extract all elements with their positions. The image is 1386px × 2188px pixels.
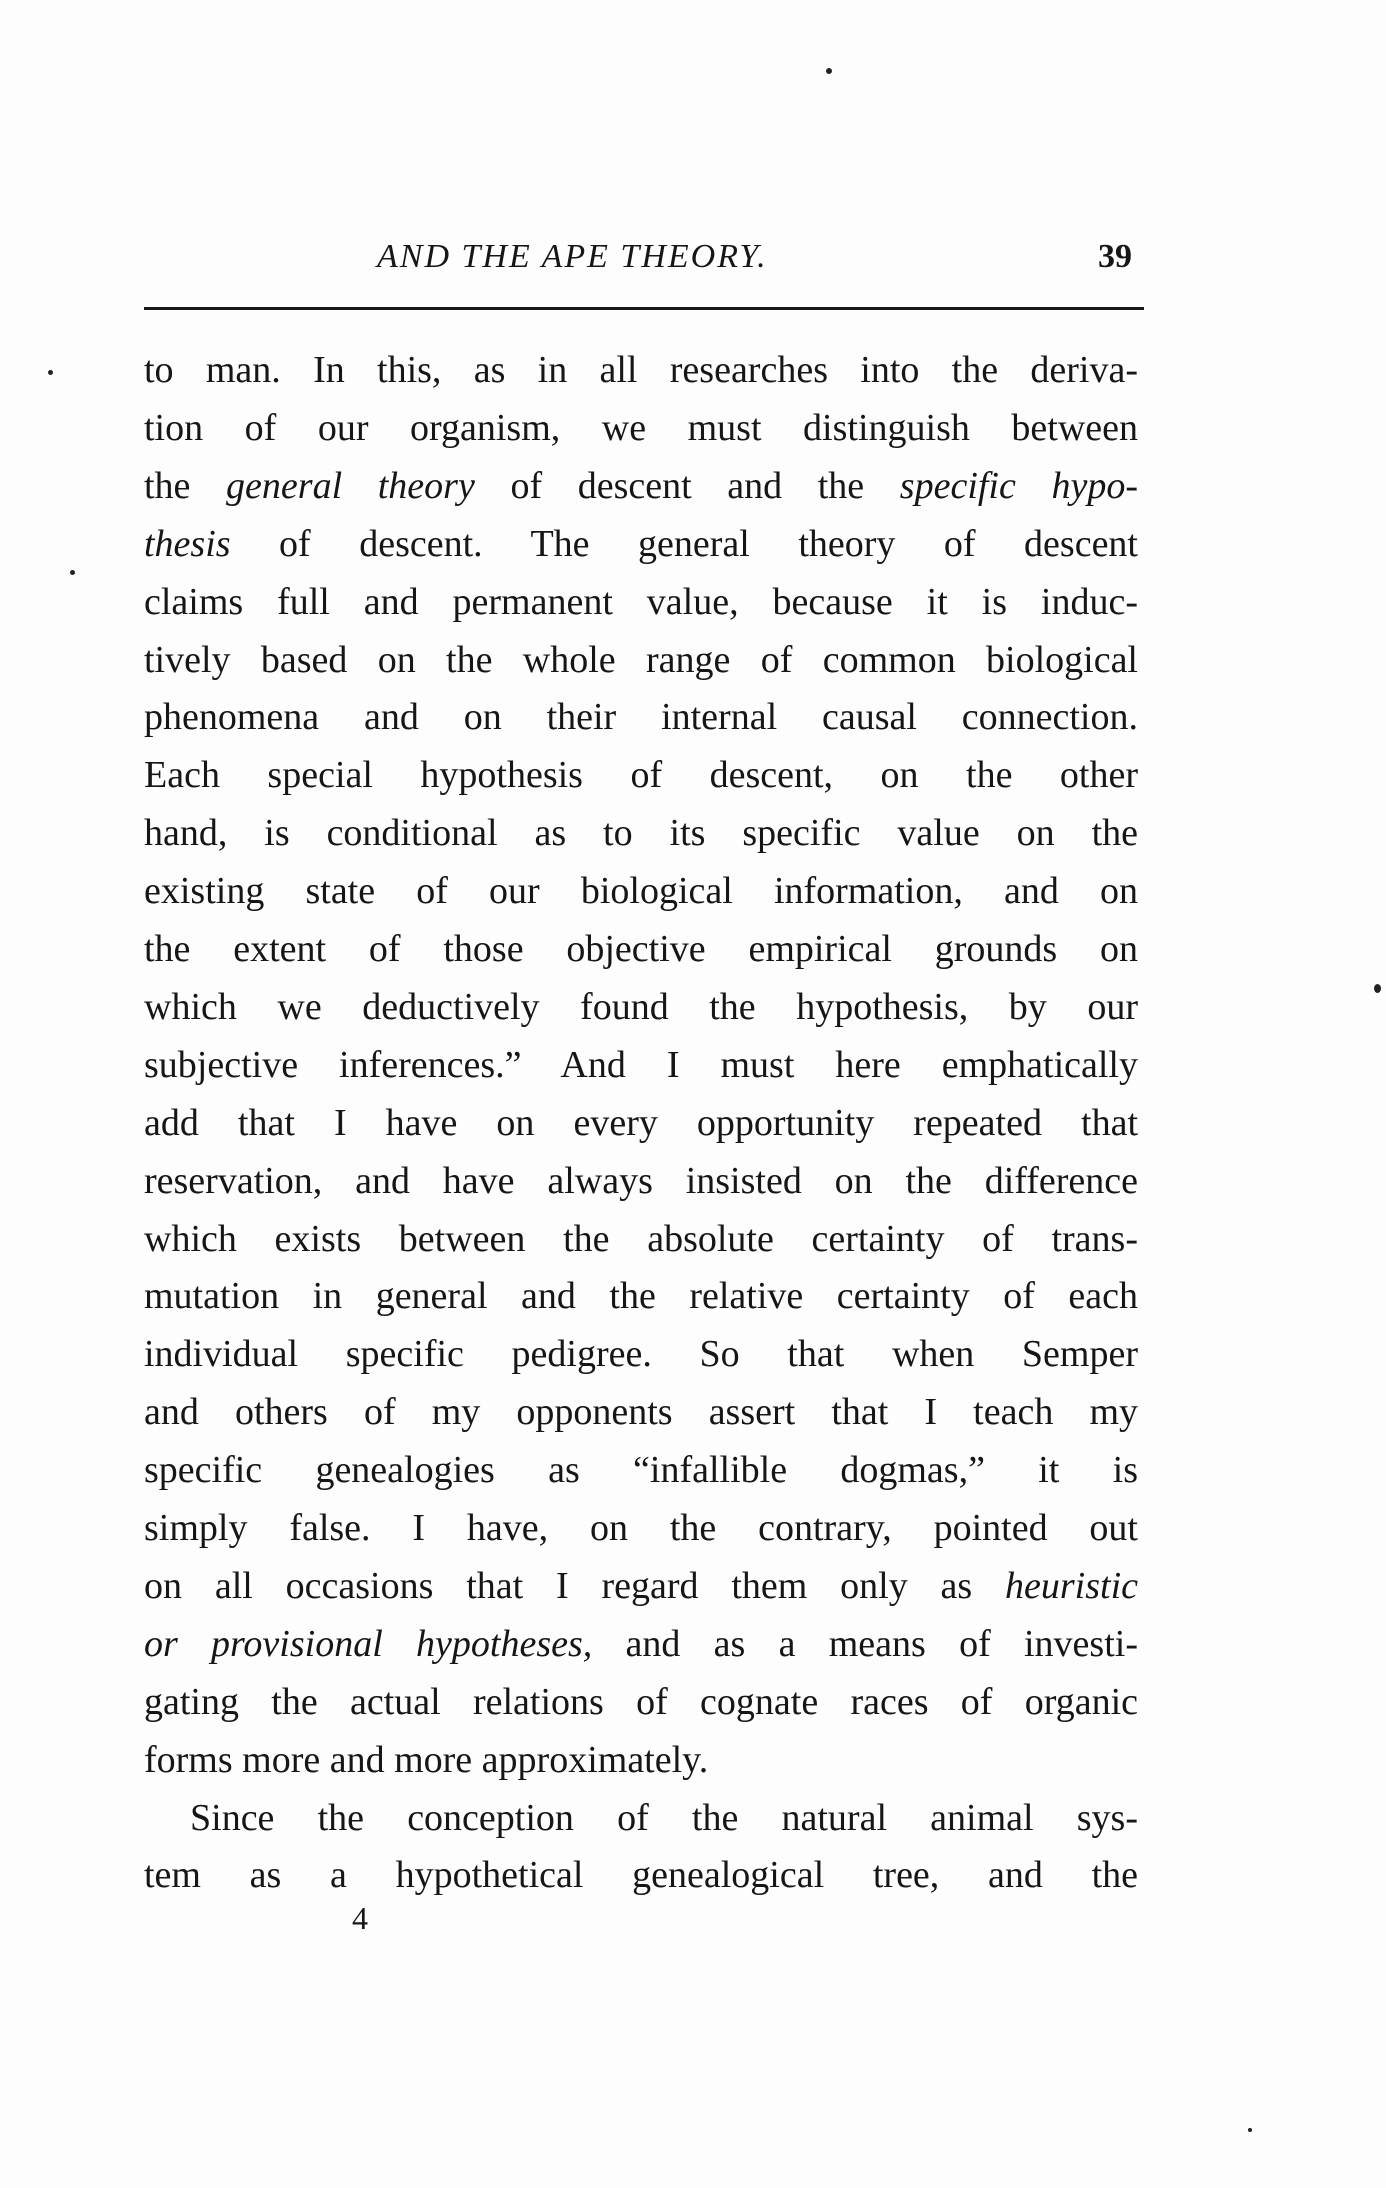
text-segment: the extent of those objective empirical grounds on: [144, 928, 1138, 970]
text-line: [144, 1216, 1138, 1262]
text-segment: add that I have on every opportunity repeated that: [144, 1101, 1138, 1144]
text-line: [144, 1100, 1138, 1146]
text-segment: tem as a hypothetical genealogical tree, and the: [144, 1854, 1138, 1897]
text-segment: simply false. I have, on the contrary, pointed out: [144, 1507, 1138, 1549]
text-line: [144, 810, 1138, 856]
text-line: [144, 1737, 1138, 1783]
text-segment: the: [144, 464, 227, 507]
text-line: [144, 1273, 1138, 1319]
text-line: [144, 637, 1138, 683]
text-segment: Each special hypothesis of descent, on the other: [144, 754, 1138, 797]
text-segment: subjective inferences.” And I must here emphatically: [144, 1043, 1138, 1086]
text-line: [144, 405, 1138, 451]
italic-text: thesis: [144, 522, 231, 565]
text-segment: individual specific pedigree. So that when Semper: [144, 1333, 1138, 1376]
text-line: [144, 1563, 1138, 1609]
print-speck: [70, 570, 75, 575]
page-number: 39: [1098, 238, 1132, 275]
text-segment: which we deductively found the hypothesis, by our: [144, 985, 1138, 1028]
text-line: [144, 868, 1138, 914]
italic-text: general theory: [226, 464, 475, 507]
text-line: [144, 752, 1138, 798]
text-line: [144, 1505, 1138, 1551]
print-speck: [48, 370, 53, 375]
text-line: [144, 1621, 1138, 1667]
text-line: [144, 1447, 1138, 1493]
text-segment: forms more and more approximately.: [144, 1738, 709, 1781]
text-line: [144, 579, 1138, 625]
text-line: [144, 1042, 1138, 1088]
header-rule: [144, 307, 1144, 310]
running-head-title: AND THE APE THEORY.: [377, 238, 768, 275]
print-speck: [826, 68, 832, 74]
text-segment: of descent. The general theory of descent: [230, 522, 1138, 565]
text-segment: Since the conception of the natural animal sys-: [190, 1796, 1138, 1839]
italic-text: specific hypo-: [899, 464, 1138, 507]
text-line: [144, 694, 1138, 740]
text-segment: tively based on the whole range of common biological: [144, 638, 1138, 681]
text-segment: phenomena and on their internal causal connection.: [144, 696, 1138, 739]
text-segment: reservation, and have always insisted on the difference: [144, 1159, 1138, 1202]
text-segment: and others of my opponents assert that I teach my: [144, 1391, 1138, 1434]
text-line: [144, 521, 1138, 567]
print-speck: [1248, 2128, 1252, 2132]
text-segment: hand, is conditional as to its specific value on the: [144, 812, 1138, 855]
text-line: [190, 1795, 1138, 1841]
text-segment: claims full and permanent value, because it is induc-: [144, 580, 1138, 623]
text-line: [144, 1158, 1138, 1204]
text-segment: of descent and the: [474, 464, 900, 507]
print-speck: [1374, 984, 1381, 993]
text-segment: to man. In this, as in all researches into the deriva-: [144, 349, 1138, 391]
text-line: [144, 1331, 1138, 1377]
text-line: [144, 347, 1138, 393]
italic-text: or provisional hypotheses,: [144, 1622, 593, 1665]
text-line: [144, 1679, 1138, 1725]
text-segment: which exists between the absolute certainty of trans-: [144, 1217, 1138, 1260]
text-segment: tion of our organism, we must distinguish between: [144, 406, 1138, 449]
text-segment: specific genealogies as “infallible dogmas,” it is: [144, 1449, 1138, 1492]
text-line: [144, 984, 1138, 1030]
signature-mark: 4: [352, 1900, 368, 1936]
text-line: [144, 1389, 1138, 1435]
text-segment: existing state of our biological information, and on: [144, 870, 1138, 913]
text-line: [144, 1852, 1138, 1898]
text-segment: and as a means of investi-: [592, 1622, 1138, 1665]
italic-text: heuristic: [1005, 1564, 1138, 1607]
text-line: [144, 463, 1138, 509]
text-segment: gating the actual relations of cognate races of organic: [144, 1680, 1138, 1723]
text-segment: on all occasions that I regard them only as: [144, 1564, 1006, 1607]
text-line: [144, 926, 1138, 972]
text-segment: mutation in general and the relative certainty of each: [144, 1275, 1138, 1318]
